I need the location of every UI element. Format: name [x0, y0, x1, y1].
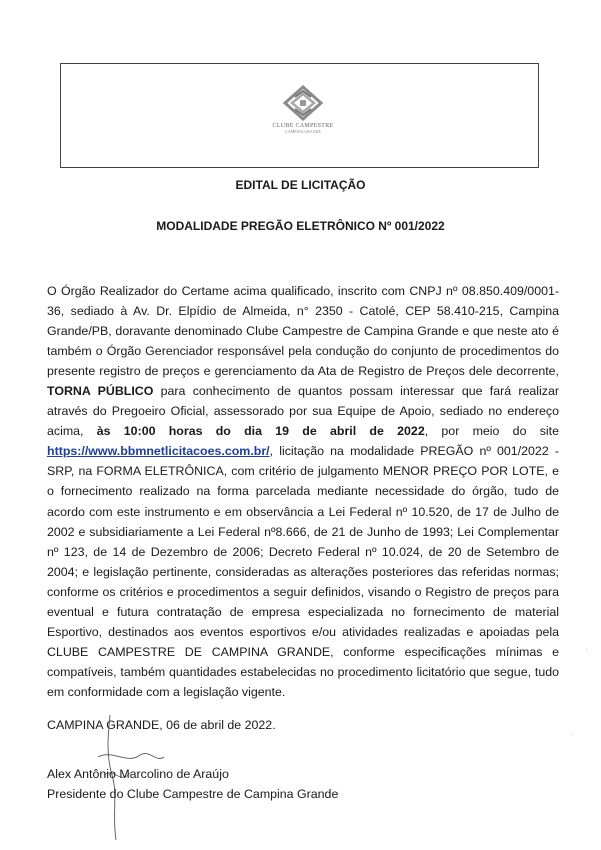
signer-name: Alex Antônio Marcolino de Araújo — [47, 767, 229, 781]
body-part-3: , por meio do site — [424, 424, 560, 439]
body-part-4: , licitação na modalidade PREGÃO nº 001/2022 - SRP, na FORMA ELETRÔNICA, com critério de julgamento MENOR PREÇO POR LOTE, e o fornecimento realizado na forma parcelada mediante necessidade do órgão, tudo de acordo com este instrumento e em observância a Lei Federal nº 10.520, de 17 de Julho de 2002 e subsidiariamente a Lei Federal nº8.666, de 21 de Junho de 1993; Lei Complementar nº 123, de 14 de Dezembro de 2006; Decreto Federal nº 10.024, de 20 de Setembro de 2004; e legislação pertinente, consideradas as alterações posteriores das referidas normas; conforme os critérios e procedimentos a seguir definidos, visando o Registro de preços para eventual e futura contratação de empresa especializada no fornecimento de material Esportivo, destinados aos eventos esportivos e/ou atividades realizadas e apoiadas pela CLUBE CAMPESTRE DE CAMPINA GRANDE, conforme especificações mínimas e compatíveis, também quantidades estabelecidas no procedimento licitatório que segue, tudo em conformidade com a legislação vigente. — [47, 444, 559, 699]
body-part-2: para conhecimento de quantos possam interessar que fará realizar através do Pregoeiro Oficial, assessorado por sua Equipe de Apoio, sediado no endereço acima, — [47, 384, 559, 439]
scan-mark: · — [570, 730, 573, 739]
document-subtitle: MODALIDADE PREGÃO ELETRÔNICO Nº 001/2022 — [156, 219, 445, 233]
site-link[interactable]: https://www.bbmnetlicitacoes.com.br/ — [47, 444, 270, 459]
signer-role: Presidente do Clube Campestre de Campina Grande — [47, 787, 339, 801]
torna-publico: TORNA PÚBLICO — [47, 384, 154, 399]
logo-subtitle: CAMPINA GRANDE — [285, 129, 321, 134]
club-logo-icon — [281, 85, 325, 121]
body-paragraph — [47, 281, 559, 702]
logo-name: CLUBE CAMPESTRE — [272, 123, 334, 129]
scan-mark: · — [585, 645, 588, 654]
document-date: CAMPINA GRANDE, 06 de abril de 2022. — [47, 718, 276, 732]
body-part-1: O Órgão Realizador do Certame acima qualificado, inscrito com CNPJ nº 08.850.409/0001-36, sediado à Av. Dr. Elpídio de Almeida, n° 2350 - Catolé, CEP 58.410-215, Campina Grande/PB, doravante denominado Clube Campestre de Campina Grande e que neste ato é também o Órgão Gerenciador responsável pela condução do conjunto de procedimentos do presente registro de preços e gerenciamento da Ata de Registro de Preços dele decorrente, — [47, 284, 559, 379]
document-title: EDITAL DE LICITAÇÃO — [235, 178, 366, 192]
club-logo — [258, 85, 348, 145]
session-time: às 10:00 horas do dia 19 de abril de 2022 — [96, 424, 425, 439]
signer-block — [47, 764, 338, 804]
